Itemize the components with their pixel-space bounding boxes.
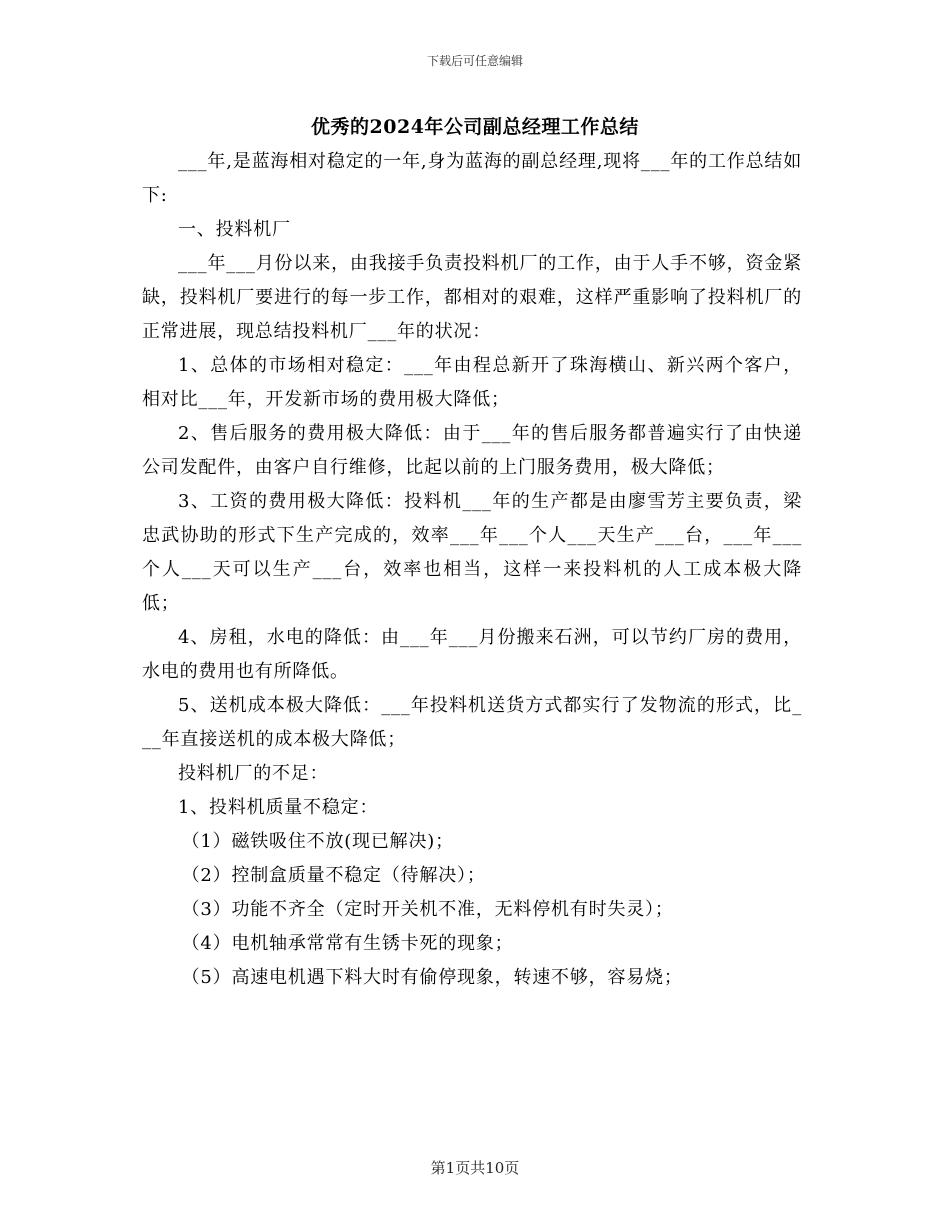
point-wages-paragraph: 3、工资的费用极大降低：投料机___年的生产都是由廖雪芳主要负责，梁忠武协助的形式下生产完成的，效率___年___个人___天生产___台，___年___个人___天可以生产___台，效率也相当，这样一来投料机的人工成本极大降低；	[142, 491, 802, 614]
document-title: 优秀的2024年公司副总经理工作总结	[311, 116, 639, 138]
page-header-note: 下载后可任意编辑	[426, 54, 523, 68]
page-number: 第1页共10页	[430, 1159, 520, 1177]
quality-sub-item: （2）控制盒质量不稳定（待解决）；	[181, 865, 486, 886]
quality-sub-item: （5）高速电机遇下料大时有偷停现象，转速不够，容易烧；	[181, 967, 683, 988]
section-heading-feeder-factory: 一、投料机厂	[178, 219, 291, 240]
quality-sub-item: （4）电机轴承常常有生锈卡死的现象；	[181, 933, 514, 954]
quality-sub-item: （3）功能不齐全（定时开关机不准，无料停机有时失灵）；	[181, 899, 674, 920]
quality-issue-heading: 1、投料机质量不稳定：	[178, 797, 379, 818]
feeder-factory-overview-paragraph: ___年___月份以来，由我接手负责投料机厂的工作，由于人手不够，资金紧缺，投料机厂要进行的每一步工作，都相对的艰难，这样严重影响了投料机厂的正常进展，现总结投料机厂___年的状况：	[142, 253, 802, 342]
quality-sub-item: （1）磁铁吸住不放(现已解决)；	[181, 831, 454, 852]
point-delivery-cost-paragraph: 5、送机成本极大降低：___年投料机送货方式都实行了发物流的形式，比___年直接送机的成本极大降低；	[142, 695, 802, 750]
point-market-paragraph: 1、总体的市场相对稳定：___年由程总新开了珠海横山、新兴两个客户，相对比___年，开发新市场的费用极大降低；	[142, 355, 802, 410]
shortcomings-heading: 投料机厂的不足：	[178, 763, 329, 784]
point-after-sales-paragraph: 2、售后服务的费用极大降低：由于___年的售后服务都普遍实行了由快递公司发配件，由客户自行维修，比起以前的上门服务费用，极大降低；	[142, 423, 802, 478]
intro-paragraph: ___年,是蓝海相对稳定的一年,身为蓝海的副总经理,现将___年的工作总结如下:	[142, 151, 802, 206]
document-body	[142, 145, 802, 995]
point-rent-utilities-paragraph: 4、房租，水电的降低：由___年___月份搬来石洲，可以节约厂房的费用，水电的费用也有所降低。	[142, 627, 802, 682]
